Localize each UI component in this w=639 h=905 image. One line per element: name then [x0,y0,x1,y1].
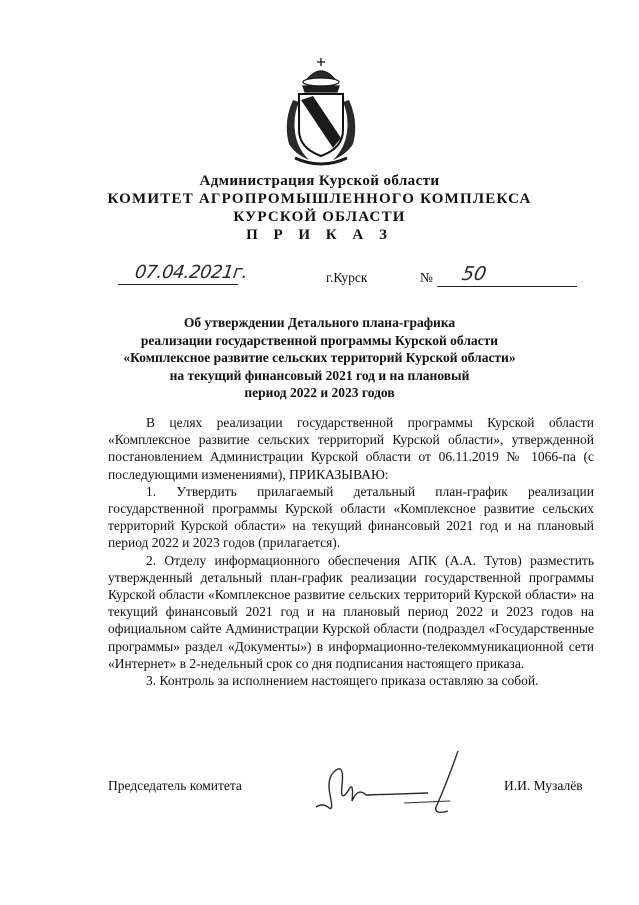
body-paragraph: 3. Контроль за исполнением настоящего приказа оставляю за собой. [146,673,539,689]
title-line: «Комплексное развитие сельских территорий Курской области» [123,350,516,365]
title-line: на текущий финансовый 2021 год и на плановый [169,367,470,383]
coat-of-arms-icon [275,52,367,170]
signatory-name: И.И. Музалёв [504,778,583,793]
date-underline [118,283,238,285]
title-line: реализации государственной программы Курской области [140,332,499,348]
region-heading: КУРСКОЙ ОБЛАСТИ [233,209,406,225]
committee-heading: КОМИТЕТ АГРОПРОМЫШЛЕННОГО КОМПЛЕКСА [107,191,532,207]
city-label: г.Курск [326,270,368,285]
document-body [108,414,594,689]
administration-heading: Администрация Курской области [199,173,440,189]
signatory-position: Председатель комитета [108,778,242,793]
number-underline [437,285,577,287]
body-paragraph: В целях реализации государственной программы Курской области «Комплексное развитие сельских территорий Курской области», утвержденной постановлением Администрации Курской области от 06.11.2019 № 1066-па (с последующими изменениями), ПРИКАЗЫВАЮ: [108,415,594,482]
title-line: Об утверждении Детального плана-графика [183,315,456,330]
number-sign: № [420,270,433,285]
body-paragraph: 2. Отделу информационного обеспечения АПК (А.А. Тутов) разместить утвержденный детальный план-график реализации государственной программы Курской области «Комплексное развитие сельских территорий Курской области» на текущий финансовый 2021 год и на плановый период 2022 и 2023 годов на официальном сайте Администрации Курской области (подраздел «Государственные программы» раздел «Документы») в информационно-телекоммуникационной сети «Интернет» в 2-недельный срок со дня подписания настоящего приказа. [108,552,594,671]
order-number: 50 [460,263,489,285]
title-line: период 2022 и 2023 годов [244,385,395,400]
document-title [0,314,639,402]
order-heading: П Р И К А З [246,227,393,243]
handwritten-signature [308,745,468,825]
order-date: 07.04.2021г. [133,262,249,283]
body-paragraph: 1. Утвердить прилагаемый детальный план-график реализации государственной программы Курской области «Комплексное развитие сельских территорий Курской области» на текущий финансовый 2021 год и на плановый период 2022 и 2023 годов (прилагается). [108,483,594,551]
